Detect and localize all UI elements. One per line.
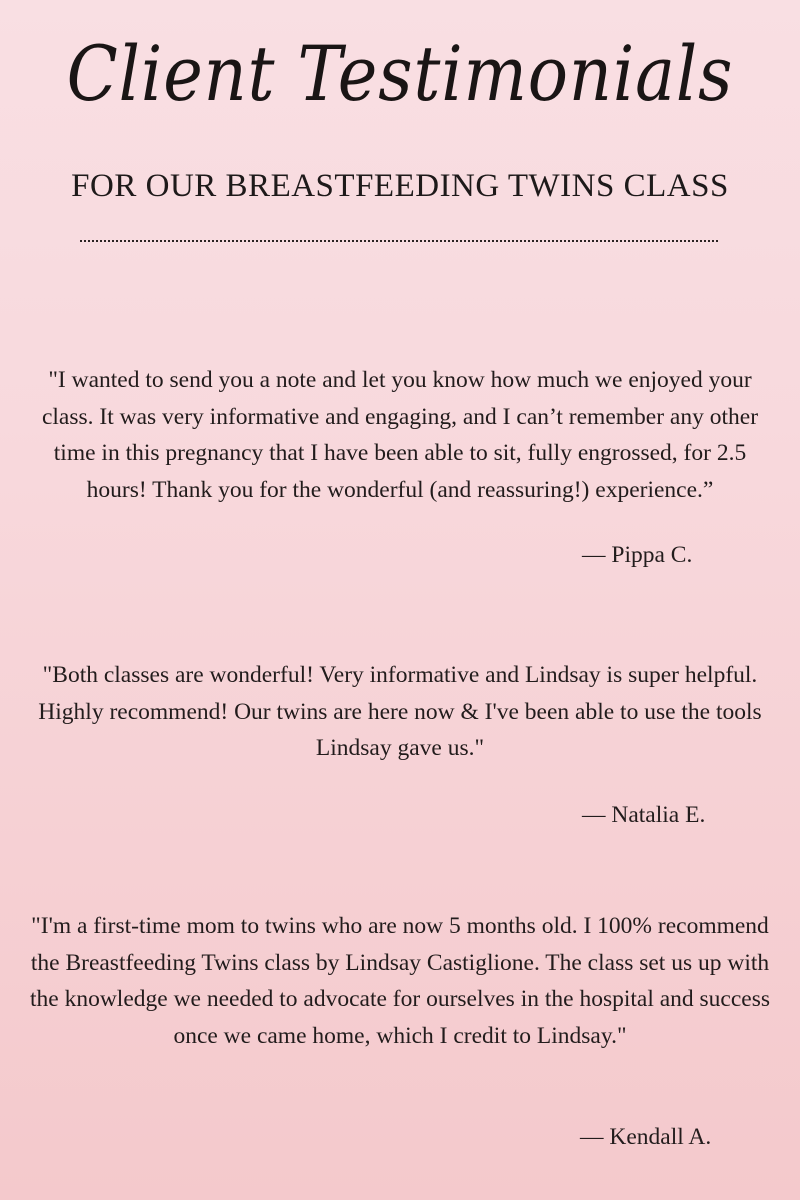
testimonial-quote: "Both classes are wonderful! Very informative and Lindsay is super helpful. Highly recommend! Our twins are here now & I've been able to use the tools Lindsay gave us.": [38, 662, 762, 761]
page-subtitle: FOR OUR BREASTFEEDING TWINS CLASS: [71, 168, 729, 204]
testimonial-quote: "I'm a first-time mom to twins who are now 5 months old. I 100% recommend the Breastfeeding Twins class by Lindsay Castiglione. The class set us up with the knowledge we needed to advocate for ourselves in the hospital and success once we came home, which I credit to Lindsay.": [30, 913, 771, 1049]
page-title: Client Testimonials: [66, 29, 734, 118]
testimonial-author: — Kendall A.: [580, 1124, 712, 1150]
testimonial-author: — Pippa C.: [582, 542, 693, 568]
testimonial-author: — Natalia E.: [582, 802, 706, 828]
dotted-divider: [80, 240, 718, 242]
testimonial-quote: "I wanted to send you a note and let you know how much we enjoyed your class. It was very informative and engaging, and I can’t remember any other time in this pregnancy that I have been able to sit, fully engrossed, for 2.5 hours! Thank you for the wonderful (and reassuring!) experience.”: [41, 367, 759, 503]
